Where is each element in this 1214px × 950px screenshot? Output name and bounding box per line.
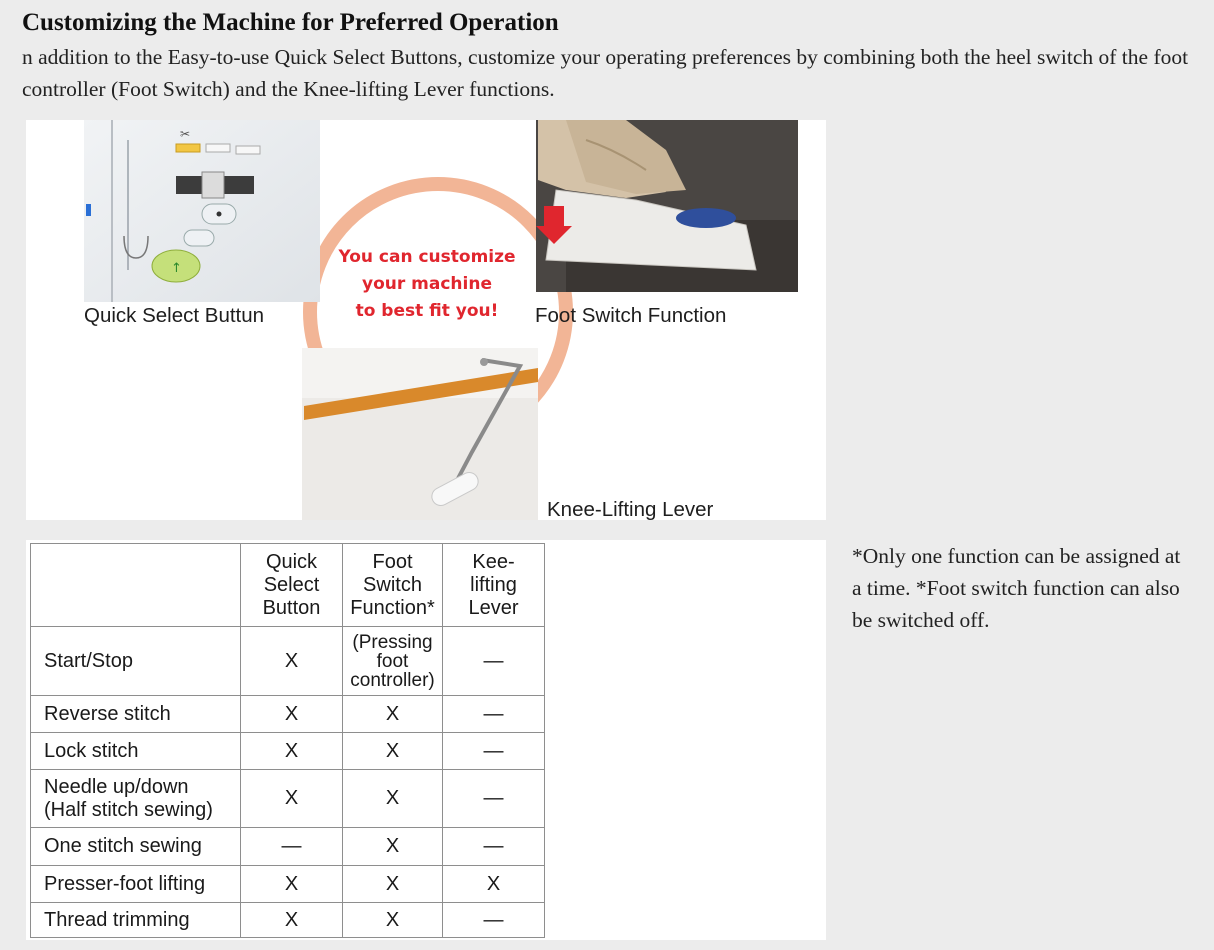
table-row <box>31 627 545 696</box>
quick-select-cell: X <box>241 733 343 770</box>
table-corner <box>31 544 241 627</box>
foot-switch-cell: X <box>343 696 443 733</box>
function-table-panel <box>26 540 826 940</box>
foot-switch-label: Foot Switch Function <box>535 304 727 327</box>
table-header-row <box>31 544 545 627</box>
quick-select-cell: X <box>241 903 343 938</box>
customize-callout <box>322 244 532 325</box>
quick-select-cell: — <box>241 828 343 866</box>
knee-lever-cell: — <box>443 828 545 866</box>
scissors-icon: ✂ <box>180 127 191 141</box>
knee-lever-cell: X <box>443 866 545 903</box>
quick-select-label: Quick Select Buttun <box>84 304 265 327</box>
cell-line: (Pressing <box>352 631 433 653</box>
header-line: Select <box>263 573 320 596</box>
intro-paragraph: n addition to the Easy-to-use Quick Select Buttons, customize your operating preferences by combining both the heel switch of the foot controller (Foot Switch) and the Knee-lifting Lever functions. <box>22 45 1189 101</box>
knee-lever-cell: — <box>443 733 545 770</box>
knee-lever-cell: — <box>443 627 545 696</box>
header-line: Kee- <box>472 550 515 573</box>
col-header-knee-lever <box>443 544 545 627</box>
up-arrow-icon: ↑ <box>171 261 182 276</box>
quick-select-cell: X <box>241 627 343 696</box>
col-header-quick-select <box>241 544 343 627</box>
foot-switch-cell: X <box>343 903 443 938</box>
quick-select-photo <box>84 120 320 302</box>
foot-switch-cell: X <box>343 770 443 828</box>
callout-line: You can customize <box>338 247 516 267</box>
table-row <box>31 866 545 903</box>
quick-select-cell: X <box>241 696 343 733</box>
foot-switch-photo <box>536 120 798 292</box>
knee-lever-cell: — <box>443 696 545 733</box>
callout-line: to best fit you! <box>355 301 499 321</box>
knee-lever-photo <box>302 348 538 520</box>
label-line: (Half stitch sewing) <box>44 798 213 821</box>
quick-select-cell: X <box>241 770 343 828</box>
cell-line: controller) <box>350 669 435 691</box>
row-label: Reverse stitch <box>31 696 241 733</box>
row-label: Lock stitch <box>31 733 241 770</box>
header-line: Function* <box>350 596 435 619</box>
row-label: Thread trimming <box>31 903 241 938</box>
quick-button-1 <box>176 144 200 152</box>
table-row <box>31 903 545 938</box>
cell-line: foot <box>376 650 409 672</box>
header-line: Button <box>262 596 321 619</box>
table-row <box>31 770 545 828</box>
footnote: *Only one function can be assigned at a time. *Foot switch function can also be switched off. <box>852 544 1181 632</box>
foot-switch-cell <box>343 627 443 696</box>
table-row <box>31 696 545 733</box>
foot-switch-cell: X <box>343 866 443 903</box>
label-line: Needle up/down <box>44 775 189 798</box>
col-header-foot-switch <box>343 544 443 627</box>
row-label: Start/Stop <box>31 627 241 696</box>
function-table <box>30 543 545 938</box>
header-line: Quick <box>265 550 318 573</box>
page-title: Customizing the Machine for Preferred Operation <box>22 9 559 36</box>
header-line: lifting <box>470 573 517 596</box>
knee-lever-label: Knee-Lifting Lever <box>547 498 714 520</box>
feature-illustration <box>26 120 826 520</box>
foot-switch-cell: X <box>343 828 443 866</box>
callout-line: your machine <box>362 274 492 294</box>
knee-lever-cell: — <box>443 903 545 938</box>
quick-button-3 <box>236 146 260 154</box>
quick-select-cell: X <box>241 866 343 903</box>
table-row <box>31 828 545 866</box>
header-line: Foot <box>372 550 413 573</box>
quick-button-2 <box>206 144 230 152</box>
foot-switch-cell: X <box>343 733 443 770</box>
row-label <box>31 770 241 828</box>
row-label: One stitch sewing <box>31 828 241 866</box>
header-line: Lever <box>468 596 519 619</box>
table-row <box>31 733 545 770</box>
knee-lever-cell: — <box>443 770 545 828</box>
header-line: Switch <box>363 573 422 596</box>
row-label: Presser-foot lifting <box>31 866 241 903</box>
